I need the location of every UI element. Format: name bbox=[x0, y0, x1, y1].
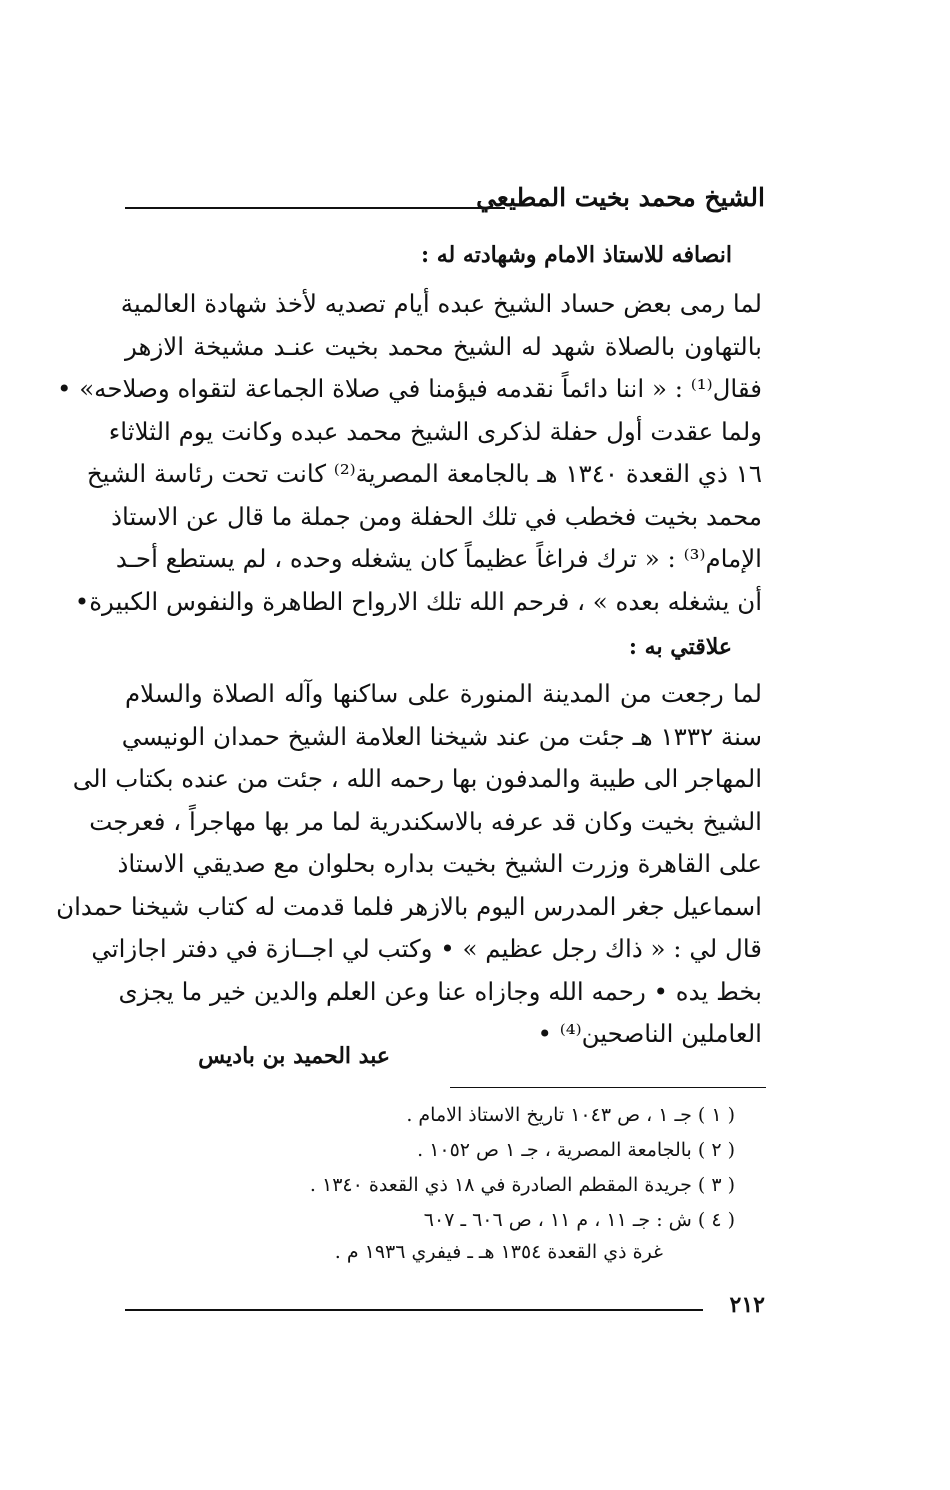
running-header-title: الشيخ محمد بخيت المطيعي bbox=[476, 183, 765, 212]
footnote: ( ١ ) جـ ١ ، ص ١٠٤٣ تاريخ الاستاذ الامام . bbox=[406, 1104, 735, 1126]
text-line: بخط يده • رحمه الله وجازاه عنا وعن العلم والدين خير ما يجزى bbox=[118, 976, 762, 1006]
text-line: لما رمى بعض حساد الشيخ عبده أيام تصديه لأخذ شهادة العالمية bbox=[120, 289, 762, 318]
text-line: اسماعيل جغر المدرس اليوم بالازهر فلما قدمت له كتاب شيخنا حمدان bbox=[56, 891, 762, 921]
text-line: لما رجعت من المدينة المنورة على ساكنها وآله الصلاة والسلام bbox=[125, 679, 762, 708]
text-line: على القاهرة وزرت الشيخ بخيت بداره بحلوان مع صديقي الاستاذ bbox=[117, 849, 762, 878]
page-footer bbox=[125, 1292, 765, 1324]
text-line: أن يشغله بعده » ، فرحم الله تلك الارواح الطاهرة والنفوس الكبيرة• bbox=[74, 586, 762, 616]
paragraph-tribute bbox=[56, 283, 762, 623]
text-line: فقال⁽¹⁾ : « اننا دائماً نقدمه فيؤمنا في صلاة الجماعة لتقواه وصلاحه» • bbox=[56, 374, 762, 403]
author-signature: عبد الحميد بن باديس bbox=[198, 1043, 390, 1069]
text-line: ولما عقدت أول حفلة لذكرى الشيخ محمد عبده وكانت يوم الثلاثاء bbox=[108, 416, 762, 446]
footnote: ( ٢ ) بالجامعة المصرية ، جـ ١ ص ١٠٥٢ . bbox=[417, 1139, 735, 1161]
footnote-rule bbox=[450, 1087, 766, 1088]
text-line: الشيخ بخيت وكان قد عرفه بالاسكندرية لما مر بها مهاجراً ، فعرجت bbox=[89, 806, 762, 836]
footnote-continuation: غرة ذي القعدة ١٣٥٤ هـ ـ فيفري ١٩٣٦ م . bbox=[334, 1241, 663, 1263]
text-line: الإمام⁽³⁾ : « ترك فراغاً عظيماً كان يشغله وحده ، لم يستطع أحـد bbox=[115, 544, 762, 573]
running-header bbox=[125, 183, 765, 223]
section-heading-tribute: انصافه للاستاذ الامام وشهادته له : bbox=[420, 242, 732, 268]
text-line: ١٦ ذي القعدة ١٣٤٠ هـ بالجامعة المصرية⁽²⁾ كانت تحت رئاسة الشيخ bbox=[86, 459, 762, 488]
footnote: ( ٣ ) جريدة المقطم الصادرة في ١٨ ذي القعدة ١٣٤٠ . bbox=[309, 1174, 735, 1196]
text-line: العاملين الناصحين⁽⁴⁾ • bbox=[537, 1019, 762, 1048]
text-line: سنة ١٣٣٢ هـ جئت من عند شيخنا العلامة الشيخ حمدان الونيسي bbox=[121, 721, 762, 751]
footnote: ( ٤ ) ش : جـ ١١ ، م ١١ ، ص ٦٠٦ ـ ٦٠٧ bbox=[423, 1209, 735, 1231]
footnotes bbox=[135, 1098, 735, 1266]
page-number: ٢١٢ bbox=[729, 1292, 765, 1318]
header-rule bbox=[125, 207, 505, 209]
footer-rule bbox=[125, 1309, 703, 1311]
text-line: محمد بخيت فخطب في تلك الحفلة ومن جملة ما قال عن الاستاذ bbox=[111, 501, 762, 531]
section-heading-relation: علاقتي به : bbox=[628, 634, 732, 660]
text-line: المهاجر الى طيبة والمدفون بها رحمه الله ، جئت من عنده بكتاب الى bbox=[72, 764, 762, 793]
text-line: بالتهاون بالصلاة شهد له الشيخ محمد بخيت عنـد مشيخة الازهر bbox=[125, 331, 762, 361]
paragraph-relation bbox=[56, 673, 762, 1056]
text-line: قال لي : « ذاك رجل عظيم » • وكتب لي اجــازة في دفتر اجازاتي bbox=[91, 934, 762, 963]
